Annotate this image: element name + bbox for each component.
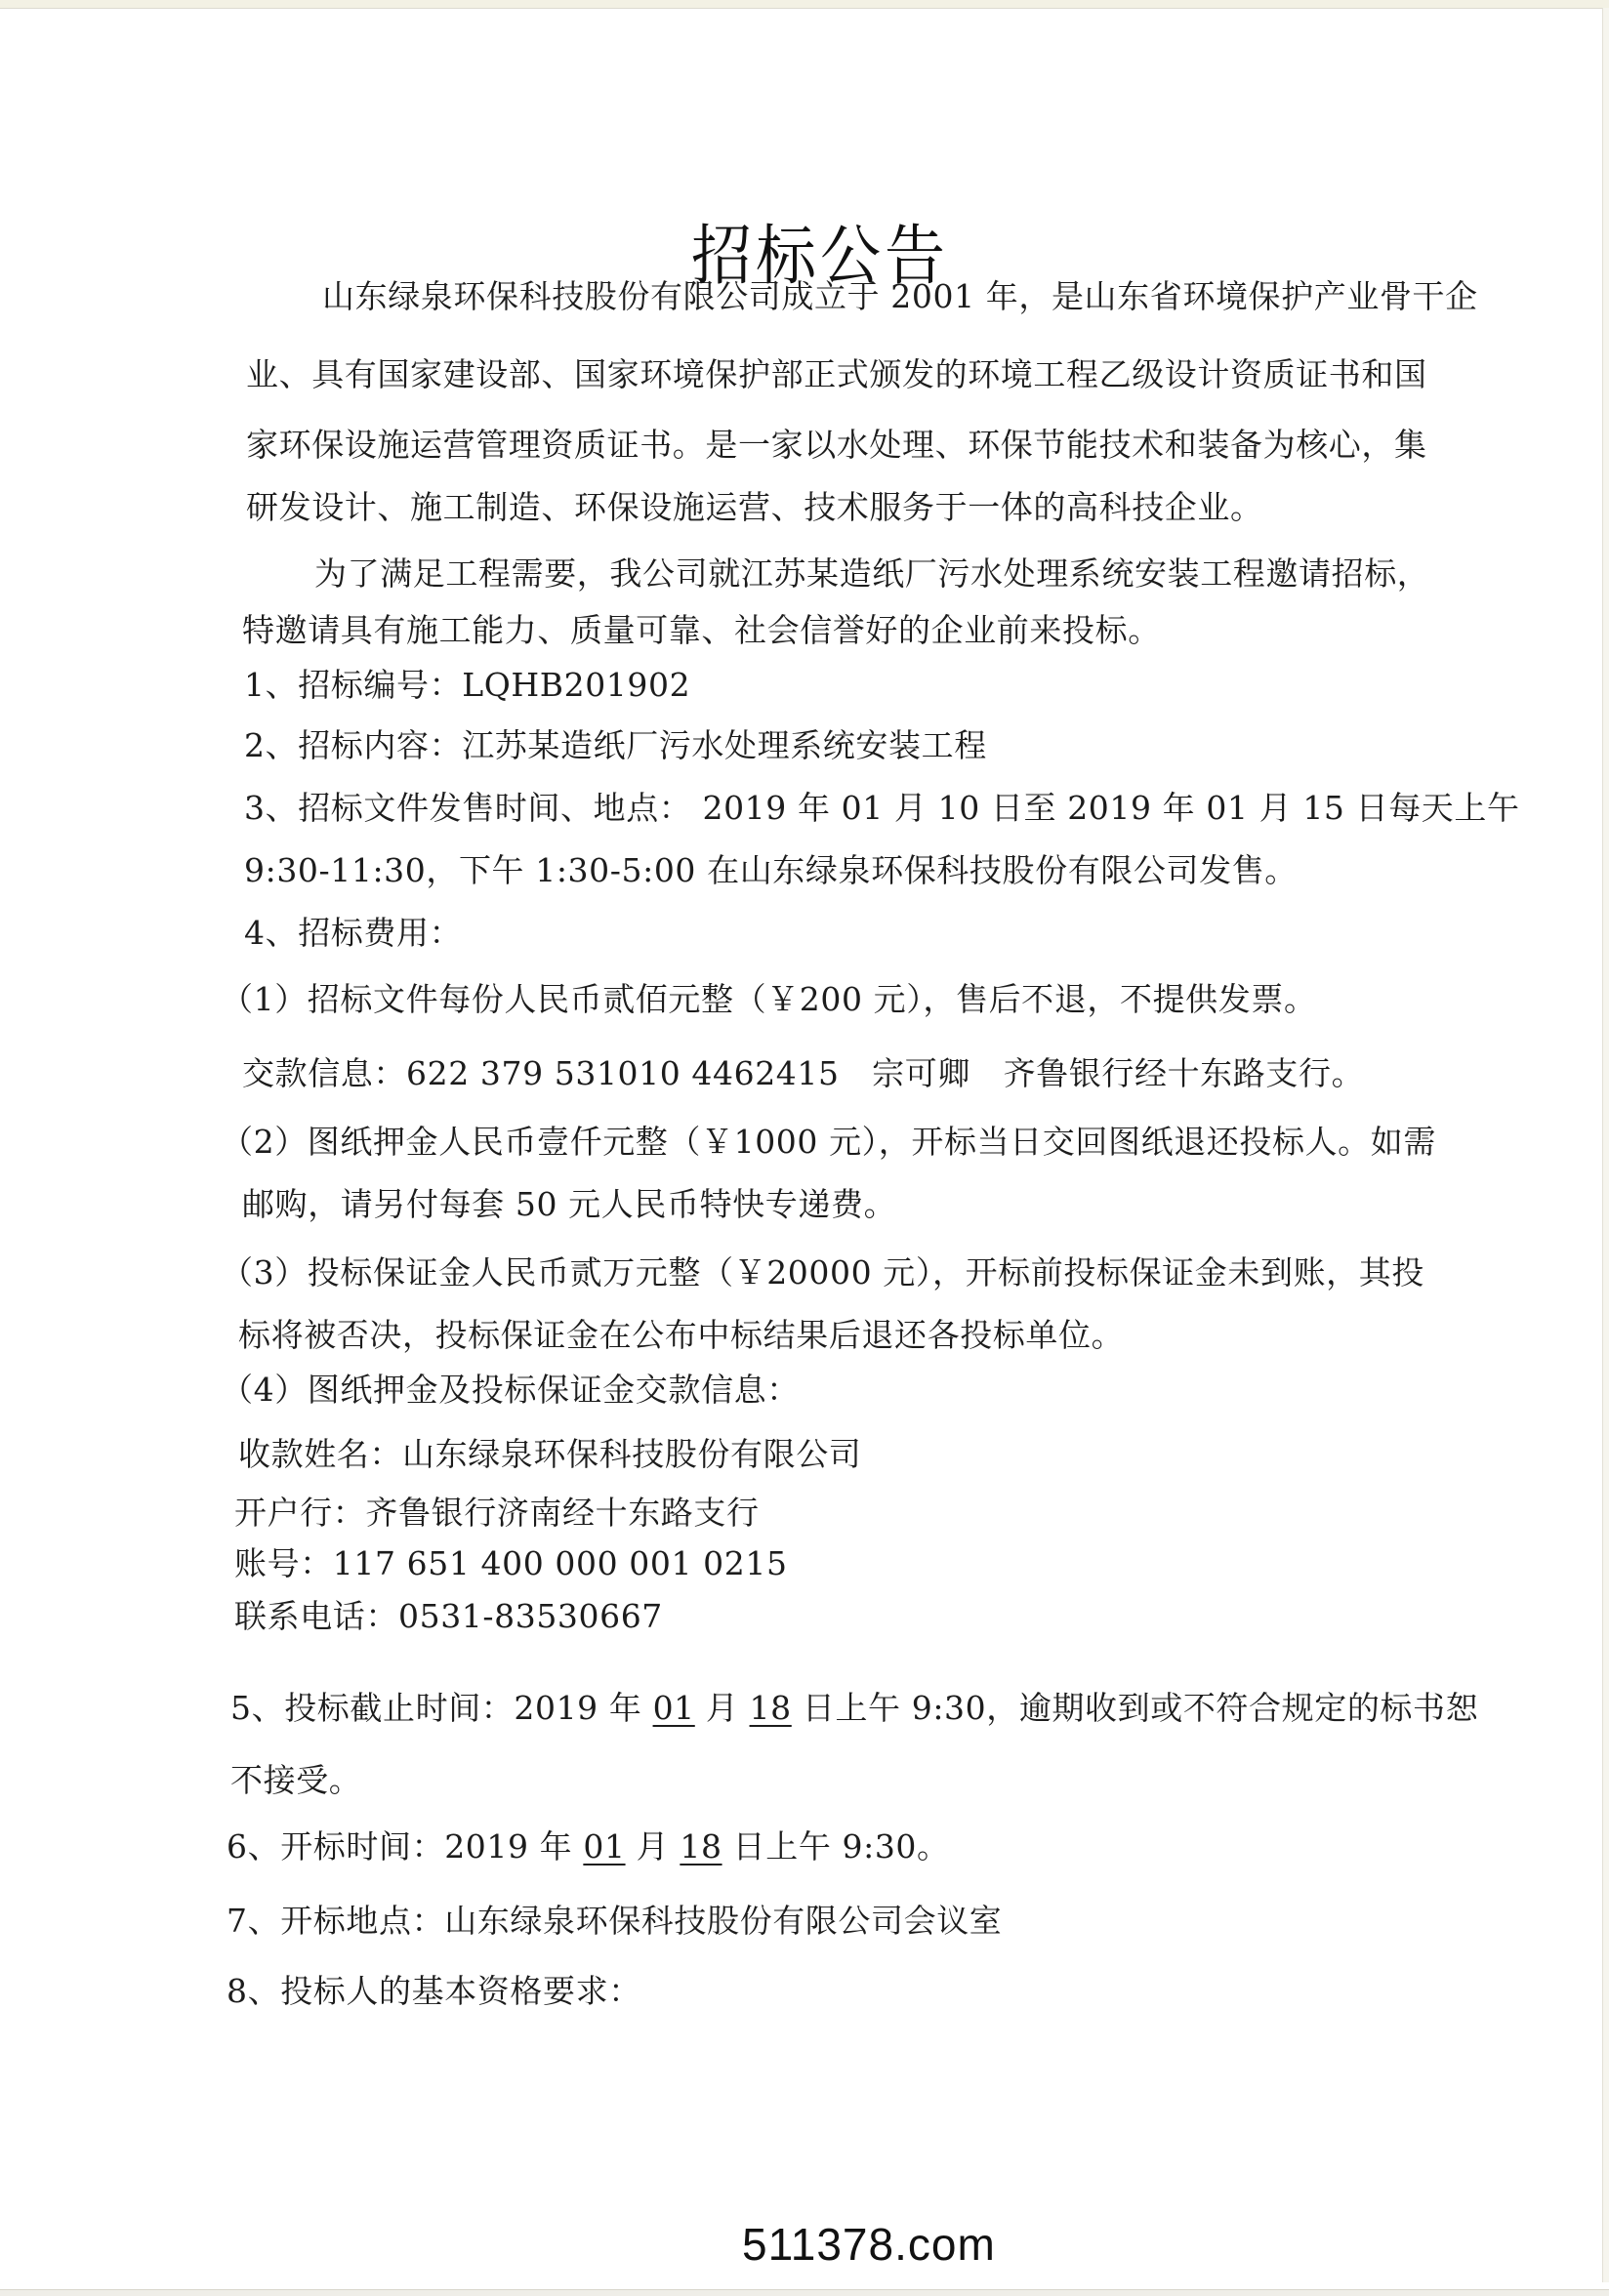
item-1-tender-number: 1、招标编号：LQHB201902: [244, 666, 691, 704]
account-number: 账号：117 651 400 000 001 0215: [234, 1544, 788, 1582]
item-4-1-document-fee: （1）招标文件每份人民币贰佰元整（￥200 元），售后不退，不提供发票。: [221, 980, 1317, 1018]
item-7-opening-location: 7、开标地点：山东绿泉环保科技股份有限公司会议室: [227, 1902, 1003, 1940]
item-5-bid-deadline-line-2: 不接受。: [230, 1761, 362, 1799]
item-4-3-bid-bond-line-1: （3）投标保证金人民币贰万元整（￥20000 元），开标前投标保证金未到账，其投: [221, 1253, 1424, 1292]
intro-paragraph-1-line-1: 山东绿泉环保科技股份有限公司成立于 2001 年，是山东省环境保护产业骨干企: [322, 277, 1478, 315]
item-6-suffix: 日上午 9:30。: [722, 1827, 950, 1866]
item-5-month: 01: [652, 1689, 695, 1727]
item-5-day: 18: [749, 1689, 792, 1727]
item-3-sale-time-line-1: 3、招标文件发售时间、地点： 2019 年 01 月 10 日至 2019 年 01 月 15 日每天上午: [244, 789, 1520, 827]
item-6-opening-time: [227, 1827, 950, 1866]
intro-paragraph-1-line-2: 业、具有国家建设部、国家环境保护部正式颁发的环境工程乙级设计资质证书和国: [246, 355, 1427, 393]
intro-paragraph-2-line-1: 为了满足工程需要，我公司就江苏某造纸厂污水处理系统安装工程邀请招标，: [314, 554, 1430, 593]
item-3-sale-time-line-2: 9:30-11:30，下午 1:30-5:00 在山东绿泉环保科技股份有限公司发售。: [244, 851, 1298, 889]
item-4-fees-heading: 4、招标费用：: [244, 914, 463, 952]
scan-bottom-edge: [0, 2289, 1609, 2296]
intro-paragraph-2-line-2: 特邀请具有施工能力、质量可靠、社会信誉好的企业前来投标。: [242, 611, 1161, 649]
payee-name: 收款姓名：山东绿泉环保科技股份有限公司: [238, 1435, 862, 1473]
item-6-mid: 月: [625, 1827, 681, 1866]
item-4-3-bid-bond-line-2: 标将被否决，投标保证金在公布中标结果后退还各投标单位。: [238, 1316, 1125, 1354]
item-5-bid-deadline-line-1: [230, 1689, 1478, 1728]
item-4-4-payment-heading: （4）图纸押金及投标保证金交款信息：: [221, 1371, 800, 1409]
item-5-prefix: 5、投标截止时间：2019 年: [230, 1689, 653, 1727]
item-5-mid: 月: [694, 1689, 750, 1727]
item-6-month: 01: [583, 1827, 626, 1866]
scan-top-edge: [0, 0, 1609, 9]
item-6-day: 18: [680, 1827, 722, 1866]
item-6-prefix: 6、开标时间：2019 年: [227, 1827, 584, 1866]
item-4-2-drawing-deposit-line-2: 邮购，请另付每套 50 元人民币特快专递费。: [242, 1185, 897, 1223]
item-5-suffix: 日上午 9:30，逾期收到或不符合规定的标书恕: [791, 1689, 1479, 1727]
page-title: 招标公告: [690, 217, 949, 295]
item-2-tender-content: 2、招标内容：江苏某造纸厂污水处理系统安装工程: [244, 726, 987, 764]
bank-name: 开户行：齐鲁银行济南经十东路支行: [234, 1494, 760, 1532]
intro-paragraph-1-line-3: 家环保设施运营管理资质证书。是一家以水处理、环保节能技术和装备为核心，集: [246, 426, 1427, 464]
item-8-bidder-requirements: 8、投标人的基本资格要求：: [227, 1972, 641, 2010]
item-4-payment-info: 交款信息：622 379 531010 4462415 宗可卿 齐鲁银行经十东路支行。: [242, 1054, 1365, 1092]
intro-paragraph-1-line-4: 研发设计、施工制造、环保设施运营、技术服务于一体的高科技企业。: [246, 488, 1263, 526]
item-4-2-drawing-deposit-line-1: （2）图纸押金人民币壹仟元整（￥1000 元），开标当日交回图纸退还投标人。如需: [221, 1123, 1436, 1161]
contact-phone: 联系电话：0531-83530667: [234, 1597, 663, 1635]
scan-right-edge: [1602, 8, 1609, 2282]
footer-watermark: 511378.com: [742, 2219, 996, 2270]
